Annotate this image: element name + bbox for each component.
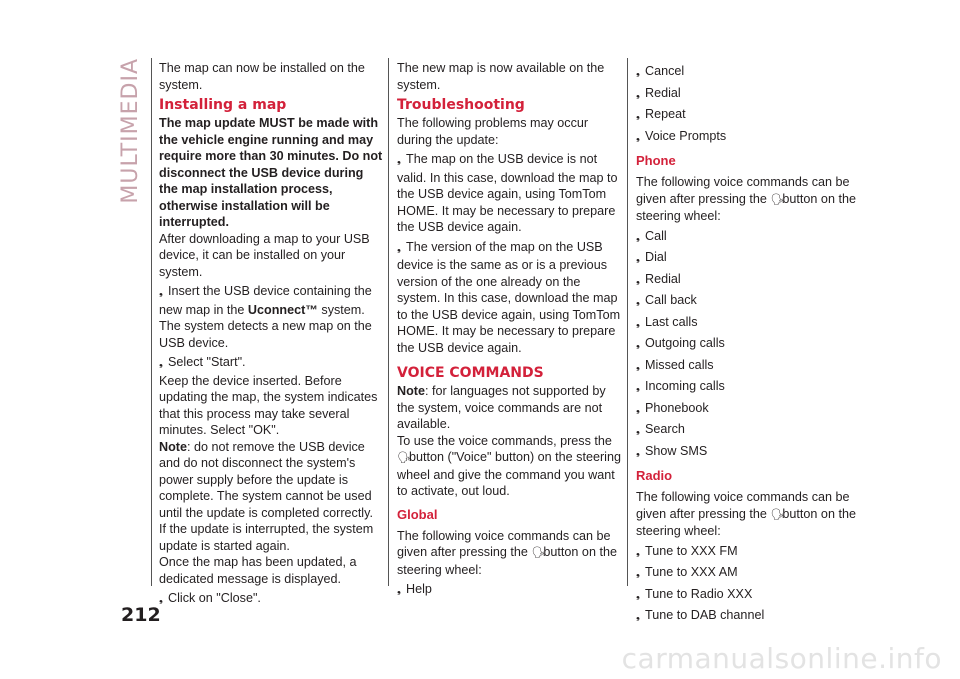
paragraph: The following problems may occur during the update: <box>397 116 589 147</box>
paragraph: The following voice commands can be given after pressing the 🗣button on the steering wheel: <box>636 490 856 538</box>
heading-phone: Phone <box>636 153 676 168</box>
list-item: ❟Search <box>636 421 860 440</box>
list-item: ❟The version of the map on the USB device is the same as or is a previous version of the one already on the system. In this case, download the map to the USB device again, using TomTom HOME. It may be necessary to prepare the USB device again. <box>397 239 621 357</box>
checkbox-bullet-icon <box>636 421 645 440</box>
checkbox-bullet-icon <box>636 106 645 125</box>
checkbox-bullet-icon <box>636 228 645 247</box>
paragraph: To use the voice commands, press the 🗣button ("Voice" button) on the steering wheel and give the command you want to activate, out loud. <box>397 433 621 498</box>
checkbox-bullet-icon <box>636 63 645 82</box>
note: Note: do not remove the USB device and do not disconnect the system's power supply before the update is complete. The system cannot be used until the update is completed correctly. If the update is interrupted, the system update is started again. <box>159 439 374 553</box>
list-item: ❟Tune to XXX FM <box>636 543 860 562</box>
paragraph: After downloading a map to your USB device, it can be installed on your system. <box>159 231 370 279</box>
column-1 <box>159 60 383 609</box>
checkbox-bullet-icon <box>159 283 168 302</box>
page-number: 212 <box>121 604 161 626</box>
list-item: ❟Cancel <box>636 63 860 82</box>
checkbox-bullet-icon <box>397 239 406 258</box>
column-3 <box>636 60 860 626</box>
checkbox-bullet-icon <box>397 581 406 600</box>
list-item: ❟Call back <box>636 292 860 311</box>
checkbox-bullet-icon <box>636 400 645 419</box>
heading-global: Global <box>397 506 438 522</box>
list-item: ❟Outgoing calls <box>636 335 860 354</box>
heading-radio: Radio <box>636 468 673 483</box>
paragraph: The map can now be installed on the system. <box>159 61 365 92</box>
column-2 <box>397 60 621 600</box>
checkbox-bullet-icon <box>636 607 645 626</box>
checkbox-bullet-icon <box>397 151 406 170</box>
column-divider <box>151 58 152 586</box>
watermark: carmanualsonline.info <box>621 642 942 675</box>
checkbox-bullet-icon <box>636 249 645 268</box>
heading-troubleshooting: Troubleshooting <box>397 97 525 113</box>
checkbox-bullet-icon <box>636 292 645 311</box>
checkbox-bullet-icon <box>636 564 645 583</box>
warning-text: The map update MUST be made with the vehicle engine running and may require more than 30 minutes. Do not disconnect the USB device during the map installation process, otherwise installation will be interrupted. <box>159 116 383 229</box>
checkbox-bullet-icon <box>636 271 645 290</box>
checkbox-bullet-icon <box>636 357 645 376</box>
list-item: ❟Insert the USB device containing the new map in the Uconnect™ system. The system detects a new map on the USB device. <box>159 283 383 351</box>
list-item: ❟Last calls <box>636 314 860 333</box>
paragraph: Keep the device inserted. Before updating the map, the system indicates that this process may take several minutes. Select "OK". <box>159 373 378 437</box>
heading-installing-map: Installing a map <box>159 97 287 113</box>
list-item: ❟Repeat <box>636 106 860 125</box>
paragraph: The following voice commands can be given after pressing the 🗣button on the steering wheel: <box>397 528 617 577</box>
heading-voice-commands: VOICE COMMANDS <box>397 365 544 381</box>
list-item: ❟Select "Start". <box>159 354 383 373</box>
voice-button-icon: 🗣 <box>397 452 411 464</box>
checkbox-bullet-icon <box>636 85 645 104</box>
brand-name: Uconnect™ <box>247 302 318 317</box>
section-tab: MULTIMEDIA <box>118 58 143 204</box>
phone-commands-list <box>636 228 860 462</box>
note: Note: for languages not supported by the system, voice commands are not available. <box>397 384 606 431</box>
list-item: ❟Redial <box>636 271 860 290</box>
checkbox-bullet-icon <box>636 128 645 147</box>
global-commands-list <box>636 63 860 146</box>
list-item: ❟Tune to XXX AM <box>636 564 860 583</box>
list-item: ❟Incoming calls <box>636 378 860 397</box>
checkbox-bullet-icon <box>636 543 645 562</box>
list-item: ❟Phonebook <box>636 400 860 419</box>
list-item: ❟Redial <box>636 85 860 104</box>
list-item: ❟Click on "Close". <box>159 590 383 609</box>
list-item: ❟Missed calls <box>636 357 860 376</box>
list-item: ❟Dial <box>636 249 860 268</box>
checkbox-bullet-icon <box>636 586 645 605</box>
checkbox-bullet-icon <box>636 314 645 333</box>
list-item: ❟Tune to Radio XXX <box>636 586 860 605</box>
paragraph: The new map is now available on the system. <box>397 61 605 92</box>
list-item: ❟Call <box>636 228 860 247</box>
checkbox-bullet-icon <box>636 335 645 354</box>
list-item: ❟Show SMS <box>636 443 860 462</box>
column-divider <box>388 58 389 586</box>
paragraph: Once the map has been updated, a dedicated message is displayed. <box>159 555 357 586</box>
checkbox-bullet-icon <box>636 443 645 462</box>
column-divider <box>627 58 628 586</box>
checkbox-bullet-icon <box>636 378 645 397</box>
voice-button-icon: 🗣 <box>531 547 546 559</box>
list-item: ❟Tune to DAB channel <box>636 607 860 626</box>
list-item: ❟Voice Prompts <box>636 128 860 147</box>
paragraph: The following voice commands can be given after pressing the 🗣button on the steering wheel: <box>636 175 856 223</box>
voice-button-icon: 🗣 <box>770 508 785 521</box>
list-item: ❟The map on the USB device is not valid. In this case, download the map to the USB device again, using TomTom HOME. It may be necessary to prepare the USB device again. <box>397 151 621 236</box>
voice-button-icon: 🗣 <box>770 193 785 206</box>
list-item: ❟Help <box>397 581 621 600</box>
checkbox-bullet-icon <box>159 354 168 373</box>
radio-commands-list <box>636 543 860 626</box>
